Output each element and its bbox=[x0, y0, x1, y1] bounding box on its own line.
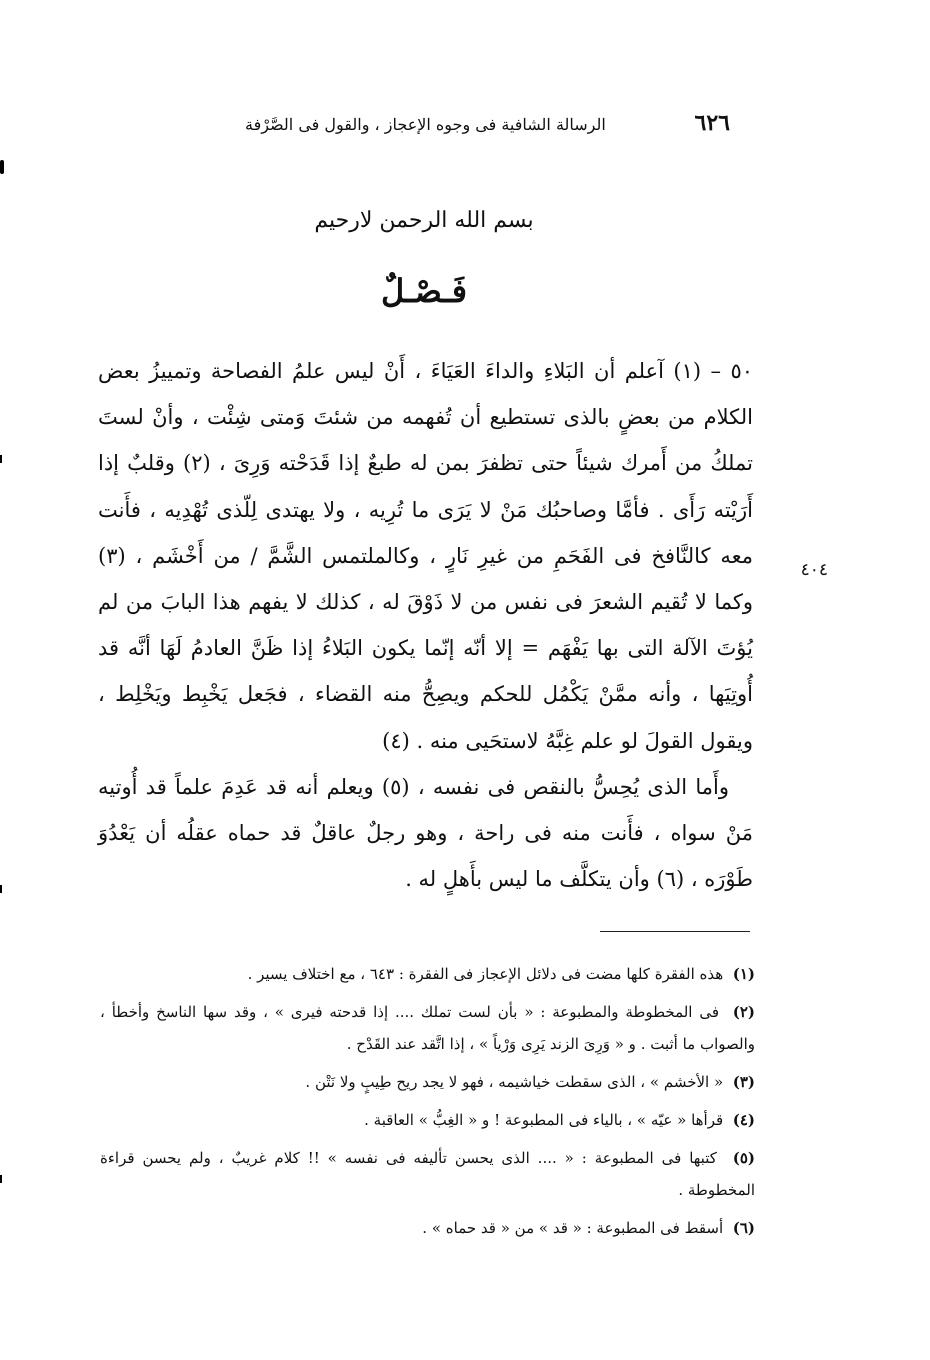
paragraph: وأَما الذى يُحِسُّ بالنقص فى نفسه ، (٥) ويعلم أنه قد عَدِمَ علماً قد أُوتيه مَنْ سواه ، فأَنت منه فى راحة ، وهو رجلٌ عاقلٌ قد حماه عقلُه أن يَعْدُوَ طَوْرَه ، (٦) وأن يتكلَّف ما ليس بأَهلٍ له . bbox=[98, 774, 753, 892]
footnote-text: فى المخطوطة والمطبوعة : « بأن لست تملك .... إذا قدحته فيرى » ، وقد سها الناسخ وأخطأ ، والصواب ما أثبت . و « وَرِىَ الزند يَرِى وَرْياً » ، إذا اتَّقد عند القَدْح . bbox=[100, 1003, 755, 1053]
section-title: فَـصْـلٌ bbox=[380, 272, 468, 310]
footnote bbox=[100, 1066, 755, 1098]
footnote-text: كتبها فى المطبوعة : « .... الذى يحسن تأليفه فى نفسه » !! كلام غريبٌ ، ولم يحسن قراءة المخطوطة . bbox=[100, 1149, 755, 1199]
scan-speck bbox=[0, 885, 2, 893]
footnotes bbox=[100, 958, 755, 1250]
footnote-number: (٦) bbox=[732, 1219, 755, 1237]
paragraph: ٥٠ – (١) آعلم أن البَلاءِ والداءَ العَيَاءَ ، أَنْ ليس علمُ الفصاحة وتمييزُ بعض الكلام من بعضٍ بالذى تستطيع أن تُفهمه من شئتَ وَمتى شِئْت ، وأنْ لستَ تملكُ من أَمرك شيئاً حتى تظفرَ بمن له طبعٌ إذا قَدَحْته وَرِىَ ، (٢) وقلبٌ إذا أَرَيْته رَأَى . فأمَّا وصاحبُك مَنْ لا يَرَى ما تُرِيه ، ولا يهتدى لِلّذى تُهْدِيه ، فأَنت معه كالنَّافخ فى الفَحَمِ من غيرِ نَارٍ ، وكالملتمس الشَّمَّ / من أَخْشَم ، (٣) وكما لا تُقيم الشعرَ فى نفس من لا ذَوْقَ له ، كذلك لا يفهم هذا البابَ من لم يُؤتَ الآلة التى بها يَفْهَم = إلا أنّه إنّما يكون البَلاءُ إذا ظَنَّ العادمُ لَهَا أنَّه قد أُوتِيَها ، وأنه ممَّنْ يَكْمُل للحكم ويصِحُّ منه القضاء ، فجَعل يَخْبِط ويَخْلِط ، ويقول القولَ لو علم غِبَّهُ لاستحَيى منه . (٤) bbox=[98, 359, 753, 753]
footnote bbox=[100, 1104, 755, 1136]
scan-speck bbox=[0, 1175, 2, 1183]
footnote bbox=[100, 1142, 755, 1206]
footnote-number: (٤) bbox=[732, 1111, 755, 1129]
footnote-text: أسقط فى المطبوعة : « قد » من « قد حماه » . bbox=[422, 1219, 724, 1237]
footnote-text: « الأخشم » ، الذى سقطت خياشيمه ، فهو لا يجد ريح طِيبٍ ولا نَتْن . bbox=[305, 1073, 724, 1091]
scan-speck bbox=[0, 455, 2, 463]
running-title: الرسالة الشافية فى وجوه الإعجاز ، والقول فى الصَّرْفة bbox=[245, 115, 606, 134]
footnote bbox=[100, 958, 755, 990]
footnote-number: (٢) bbox=[732, 1003, 755, 1021]
footnote-number: (٥) bbox=[732, 1149, 755, 1167]
footnote bbox=[100, 996, 755, 1060]
page-number: ٦٢٦ bbox=[694, 110, 730, 136]
footnote-text: هذه الفقرة كلها مضت فى دلائل الإعجاز فى الفقرة : ٦٤٣ ، مع اختلاف يسير . bbox=[247, 965, 724, 983]
footnote-separator bbox=[600, 931, 750, 932]
page-header bbox=[245, 110, 730, 140]
footnote bbox=[100, 1212, 755, 1244]
footnote-number: (٣) bbox=[732, 1073, 755, 1091]
footnote-text: قرأها « عيّه » ، بالياء فى المطبوعة ! و « الغِبُّ » العاقبة . bbox=[364, 1111, 724, 1129]
basmala: بسم الله الرحمن لارحيم bbox=[314, 208, 534, 233]
main-text bbox=[98, 348, 753, 902]
footnote-number: (١) bbox=[732, 965, 755, 983]
margin-page-reference: ٤٠٤ bbox=[800, 560, 828, 580]
scan-speck bbox=[0, 160, 4, 174]
